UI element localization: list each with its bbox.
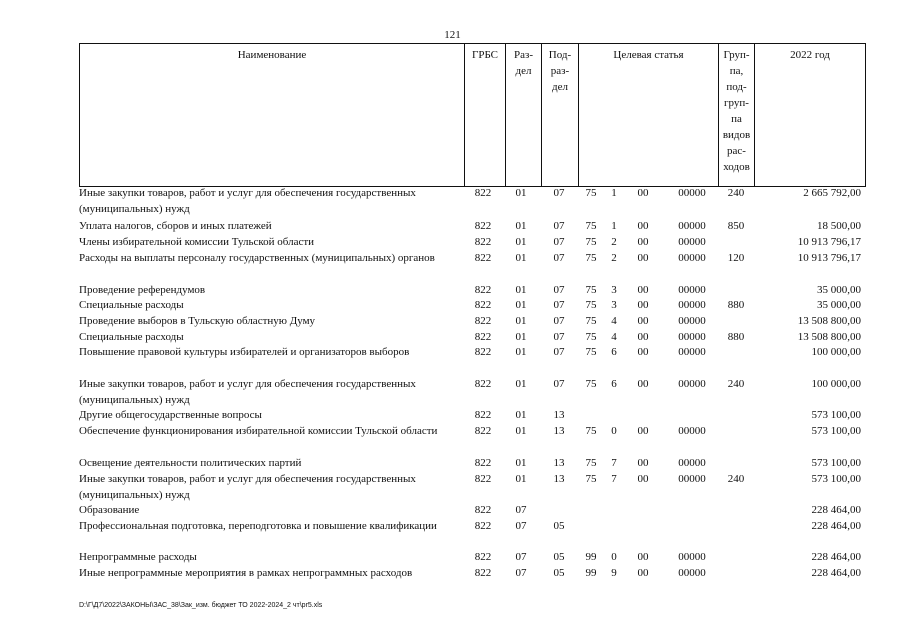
row-target-program: 75 [585, 473, 597, 485]
row-target-direction: 00000 [678, 473, 706, 485]
row-target-subprogram: 2 [611, 252, 617, 264]
row-target-event: 00 [637, 187, 649, 199]
row-podrazdel: 07 [553, 315, 565, 327]
row-grbs: 822 [474, 299, 492, 311]
row-razdel: 01 [515, 378, 527, 390]
row-grbs: 822 [474, 346, 492, 358]
row-target-program: 99 [585, 551, 597, 563]
row-grbs: 822 [474, 315, 492, 327]
row-target-program: 99 [585, 567, 597, 579]
page-number: 121 [444, 29, 461, 41]
row-razdel: 01 [515, 473, 527, 485]
row-target-event: 00 [637, 236, 649, 248]
row-grbs: 822 [474, 551, 492, 563]
row-podrazdel: 13 [553, 425, 565, 437]
row-target-subprogram: 6 [611, 378, 617, 390]
row-name: Другие общегосударственные вопросы [79, 409, 262, 421]
row-razdel: 01 [515, 409, 527, 421]
row-target-event: 00 [637, 331, 649, 343]
row-grbs: 822 [474, 409, 492, 421]
row-target-subprogram: 6 [611, 346, 617, 358]
row-name: Непрограммные расходы [79, 551, 197, 563]
row-razdel: 07 [515, 520, 527, 532]
row-razdel: 07 [515, 504, 527, 516]
row-sum-2022: 573 100,00 [811, 409, 861, 421]
row-target-program: 75 [585, 457, 597, 469]
row-target-program: 75 [585, 331, 597, 343]
row-sum-2022: 18 500,00 [817, 220, 861, 232]
row-target-direction: 00000 [678, 551, 706, 563]
row-target-direction: 00000 [678, 378, 706, 390]
row-name: Образование [79, 504, 140, 516]
row-target-direction: 00000 [678, 187, 706, 199]
row-podrazdel: 07 [553, 236, 565, 248]
row-target-program: 75 [585, 425, 597, 437]
row-target-program: 75 [585, 187, 597, 199]
row-sum-2022: 10 913 796,17 [797, 252, 861, 264]
row-target-subprogram: 1 [611, 187, 617, 199]
row-target-event: 00 [637, 551, 649, 563]
row-group: 850 [727, 220, 745, 232]
header-grbs [464, 43, 506, 187]
row-target-program: 75 [585, 236, 597, 248]
row-target-event: 00 [637, 284, 649, 296]
row-name: Иные непрограммные мероприятия в рамках непрограммных расходов [79, 567, 413, 579]
row-target-direction: 00000 [678, 299, 706, 311]
row-grbs: 822 [474, 425, 492, 437]
row-podrazdel: 07 [553, 252, 565, 264]
row-target-direction: 00000 [678, 236, 706, 248]
row-sum-2022: 100 000,00 [811, 378, 861, 390]
row-podrazdel: 07 [553, 299, 565, 311]
row-target-subprogram: 4 [611, 315, 617, 327]
row-name: Проведение референдумов [79, 284, 206, 296]
row-sum-2022: 228 464,00 [811, 504, 861, 516]
row-name: Обеспечение функционирования избирательной комиссии Тульской области [79, 425, 438, 437]
row-name: Проведение выборов в Тульскую областную Думу [79, 315, 316, 327]
row-name: Расходы на выплаты персоналу государственных (муниципальных) органов [79, 252, 435, 264]
row-sum-2022: 2 665 792,00 [803, 187, 861, 199]
row-target-direction: 00000 [678, 425, 706, 437]
row-razdel: 01 [515, 252, 527, 264]
row-razdel: 01 [515, 187, 527, 199]
row-target-direction: 00000 [678, 346, 706, 358]
row-podrazdel: 13 [553, 473, 565, 485]
row-podrazdel: 05 [553, 520, 565, 532]
row-name: Иные закупки товаров, работ и услуг для обеспечения государственных (муниципальных) нужд [79, 473, 416, 501]
row-grbs: 822 [474, 520, 492, 532]
row-grbs: 822 [474, 187, 492, 199]
row-name: Повышение правовой культуры избирателей и организаторов выборов [79, 346, 410, 358]
row-group: 880 [727, 331, 745, 343]
row-podrazdel: 13 [553, 409, 565, 421]
row-target-subprogram: 9 [611, 567, 617, 579]
row-target-subprogram: 3 [611, 299, 617, 311]
row-podrazdel: 07 [553, 187, 565, 199]
row-group: 240 [727, 378, 745, 390]
row-target-program: 75 [585, 284, 597, 296]
row-sum-2022: 228 464,00 [811, 567, 861, 579]
row-grbs: 822 [474, 284, 492, 296]
row-target-event: 00 [637, 473, 649, 485]
row-grbs: 822 [474, 567, 492, 579]
header-name [79, 43, 465, 187]
row-target-program: 75 [585, 299, 597, 311]
row-sum-2022: 13 508 800,00 [797, 315, 861, 327]
row-target-subprogram: 3 [611, 284, 617, 296]
row-target-direction: 00000 [678, 284, 706, 296]
row-group: 120 [727, 252, 745, 264]
row-name: Уплата налогов, сборов и иных платежей [79, 220, 272, 232]
row-name: Профессиональная подготовка, переподготовка и повышение квалификации [79, 520, 437, 532]
row-name: Освещение деятельности политических партий [79, 457, 302, 469]
row-razdel: 01 [515, 425, 527, 437]
header-group [718, 43, 755, 187]
header-razdel-label: Раз- дел [513, 49, 533, 77]
row-target-direction: 00000 [678, 457, 706, 469]
row-sum-2022: 228 464,00 [811, 551, 861, 563]
row-target-program: 75 [585, 378, 597, 390]
row-name: Специальные расходы [79, 299, 184, 311]
row-razdel: 01 [515, 236, 527, 248]
row-grbs: 822 [474, 504, 492, 516]
row-target-subprogram: 7 [611, 473, 617, 485]
row-podrazdel: 07 [553, 346, 565, 358]
row-razdel: 01 [515, 284, 527, 296]
row-target-event: 00 [637, 346, 649, 358]
row-podrazdel: 05 [553, 567, 565, 579]
row-target-program: 75 [585, 220, 597, 232]
row-target-subprogram: 2 [611, 236, 617, 248]
row-target-subprogram: 0 [611, 551, 617, 563]
row-target-subprogram: 0 [611, 425, 617, 437]
row-podrazdel: 05 [553, 551, 565, 563]
header-name-label: Наименование [237, 49, 307, 61]
row-target-event: 00 [637, 220, 649, 232]
row-razdel: 01 [515, 299, 527, 311]
row-target-event: 00 [637, 457, 649, 469]
row-target-direction: 00000 [678, 220, 706, 232]
header-razdel [505, 43, 542, 187]
row-name: Члены избирательной комиссии Тульской области [79, 236, 315, 248]
row-target-subprogram: 7 [611, 457, 617, 469]
header-target-label: Целевая статья [613, 49, 684, 61]
row-razdel: 01 [515, 315, 527, 327]
row-grbs: 822 [474, 236, 492, 248]
row-sum-2022: 35 000,00 [817, 284, 861, 296]
row-sum-2022: 573 100,00 [811, 457, 861, 469]
row-grbs: 822 [474, 220, 492, 232]
row-target-event: 00 [637, 252, 649, 264]
row-sum-2022: 100 000,00 [811, 346, 861, 358]
row-target-event: 00 [637, 567, 649, 579]
row-target-program: 75 [585, 252, 597, 264]
row-target-event: 00 [637, 378, 649, 390]
row-target-program: 75 [585, 315, 597, 327]
row-razdel: 01 [515, 220, 527, 232]
row-razdel: 07 [515, 551, 527, 563]
row-target-subprogram: 1 [611, 220, 617, 232]
row-sum-2022: 573 100,00 [811, 473, 861, 485]
row-name: Иные закупки товаров, работ и услуг для обеспечения государственных (муниципальных) нужд [79, 378, 416, 406]
row-sum-2022: 573 100,00 [811, 425, 861, 437]
row-target-event: 00 [637, 299, 649, 311]
row-grbs: 822 [474, 331, 492, 343]
row-razdel: 07 [515, 567, 527, 579]
row-grbs: 822 [474, 457, 492, 469]
header-target [578, 43, 719, 187]
row-razdel: 01 [515, 346, 527, 358]
row-group: 880 [727, 299, 745, 311]
header-year [754, 43, 866, 187]
header-group-label: Груп- па, под- груп- па видов рас- ходов [722, 49, 751, 173]
row-target-program: 75 [585, 346, 597, 358]
row-grbs: 822 [474, 252, 492, 264]
row-sum-2022: 35 000,00 [817, 299, 861, 311]
row-target-event: 00 [637, 315, 649, 327]
file-path-footer: D:\Г\Д7\2022\ЗАКОНЫ\ЗАС_38\Зак_изм. бюджет ТО 2022-2024_2 чт\pr5.xls [79, 602, 323, 609]
row-group: 240 [727, 473, 745, 485]
row-grbs: 822 [474, 378, 492, 390]
row-podrazdel: 13 [553, 457, 565, 469]
row-podrazdel: 07 [553, 331, 565, 343]
row-razdel: 01 [515, 331, 527, 343]
row-target-direction: 00000 [678, 252, 706, 264]
row-sum-2022: 10 913 796,17 [797, 236, 861, 248]
row-podrazdel: 07 [553, 220, 565, 232]
header-podrazdel-label: Под- раз- дел [548, 49, 572, 93]
row-razdel: 01 [515, 457, 527, 469]
row-podrazdel: 07 [553, 284, 565, 296]
row-target-direction: 00000 [678, 567, 706, 579]
row-target-direction: 00000 [678, 315, 706, 327]
row-name: Специальные расходы [79, 331, 184, 343]
row-podrazdel: 07 [553, 378, 565, 390]
header-podrazdel [541, 43, 579, 187]
row-sum-2022: 228 464,00 [811, 520, 861, 532]
row-name: Иные закупки товаров, работ и услуг для обеспечения государственных (муниципальных) нужд [79, 187, 416, 215]
header-grbs-label: ГРБС [471, 49, 499, 61]
row-sum-2022: 13 508 800,00 [797, 331, 861, 343]
row-target-direction: 00000 [678, 331, 706, 343]
row-target-event: 00 [637, 425, 649, 437]
row-group: 240 [727, 187, 745, 199]
row-target-subprogram: 4 [611, 331, 617, 343]
row-grbs: 822 [474, 473, 492, 485]
header-year-label: 2022 год [790, 49, 830, 61]
